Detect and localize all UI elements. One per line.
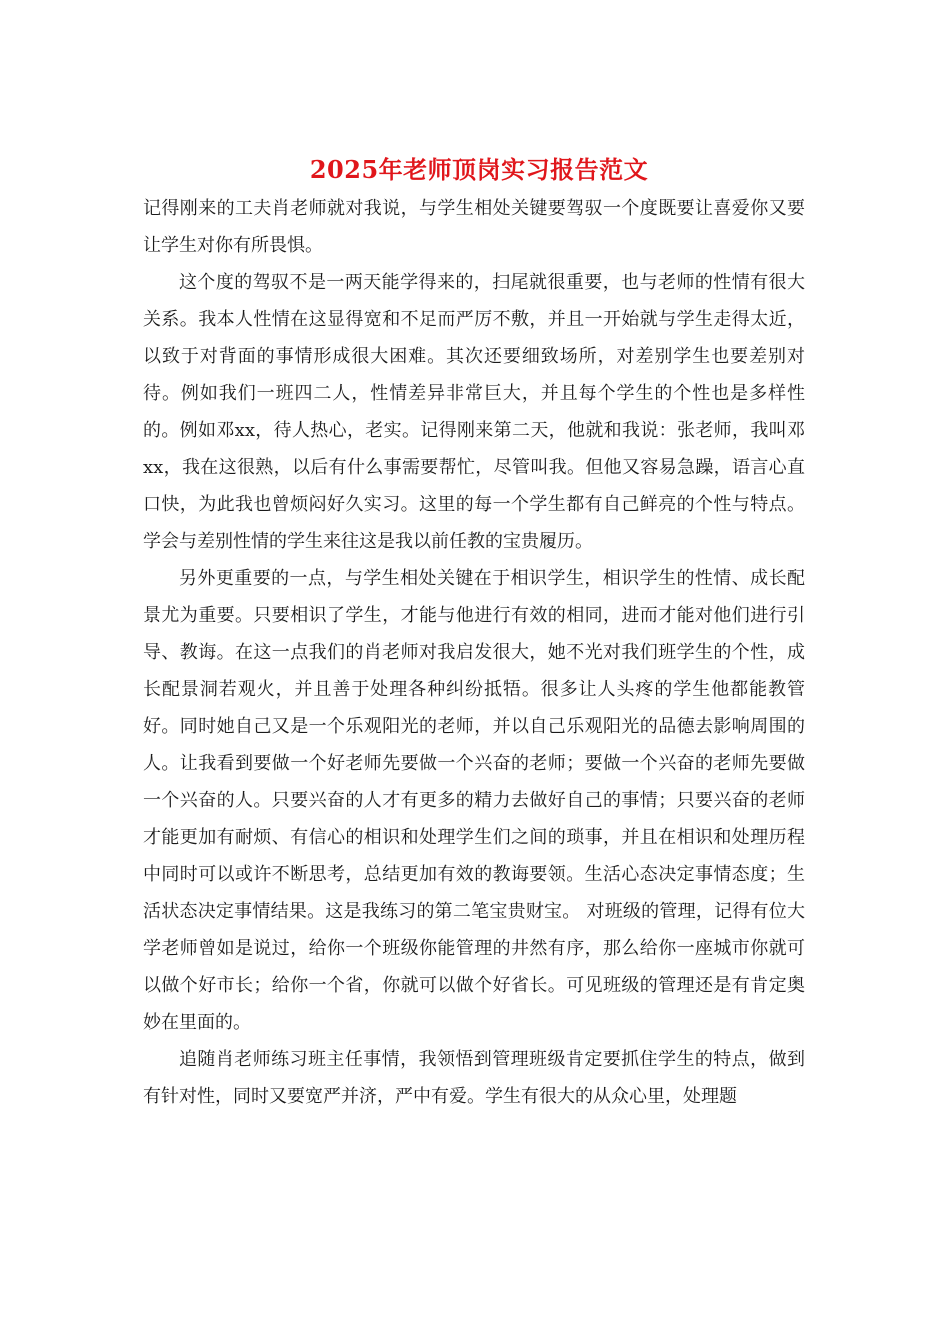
paragraph-3: 另外更重要的一点，与学生相处关键在于相识学生，相识学生的性情、成长配景尤为重要。只要相识了学生，才能与他进行有效的相同，进而才能对他们进行引导、教诲。在这一点我们的肖老师对我启发很大，她不光对我们班学生的个性，成长配景洞若观火，并且善于处理各种纠纷抵牾。很多让人头疼的学生他都能教管好。同时她自己又是一个乐观阳光的老师，并以自己乐观阳光的品德去影响周围的人。让我看到要做一个好老师先要做一个兴奋的老师；要做一个兴奋的老师先要做一个兴奋的人。只要兴奋的人才有更多的精力去做好自己的事情；只要兴奋的老师才能更加有耐烦、有信心的相识和处理学生们之间的琐事，并且在相识和处理历程中同时可以或许不断思考，总结更加有效的教诲要领。生活心态决定事情态度；生活状态决定事情结果。这是我练习的第二笔宝贵财宝。 对班级的管理，记得有位大学老师曾如是说过，给你一个班级你能管理的井然有序，那么给你一座城市你就可以做个好市长；给你一个省，你就可以做个好省长。可见班级的管理还是有肯定奥妙在里面的。	[143, 568, 805, 1033]
document-title: 2025年老师顶岗实习报告范文	[309, 155, 649, 184]
paragraph-4: 追随肖老师练习班主任事情，我领悟到管理班级肯定要抓住学生的特点，做到有针对性，同时又要宽严并济，严中有爱。学生有很大的从众心里，处理题	[143, 1049, 805, 1107]
paragraph-2: 这个度的驾驭不是一两天能学得来的，扫尾就很重要，也与老师的性情有很大关系。我本人性情在这显得宽和不足而严厉不敷，并且一开始就与学生走得太近，以致于对背面的事情形成很大困难。其次还要细致场所，对差别学生也要差别对待。例如我们一班四二人，性情差异非常巨大，并且每个学生的个性也是多样性的。例如邓xx，待人热心，老实。记得刚来第二天，他就和我说：张老师，我叫邓xx，我在这很熟，以后有什么事需要帮忙，尽管叫我。但他又容易急躁，语言心直口快，为此我也曾烦闷好久实习。这里的每一个学生都有自己鲜亮的个性与特点。学会与差别性情的学生来往这是我以前任教的宝贵履历。	[143, 272, 805, 552]
document-page	[143, 150, 805, 1115]
paragraph-1: 记得刚来的工夫肖老师就对我说，与学生相处关键要驾驭一个度既要让喜爱你又要让学生对你有所畏惧。	[143, 198, 805, 256]
